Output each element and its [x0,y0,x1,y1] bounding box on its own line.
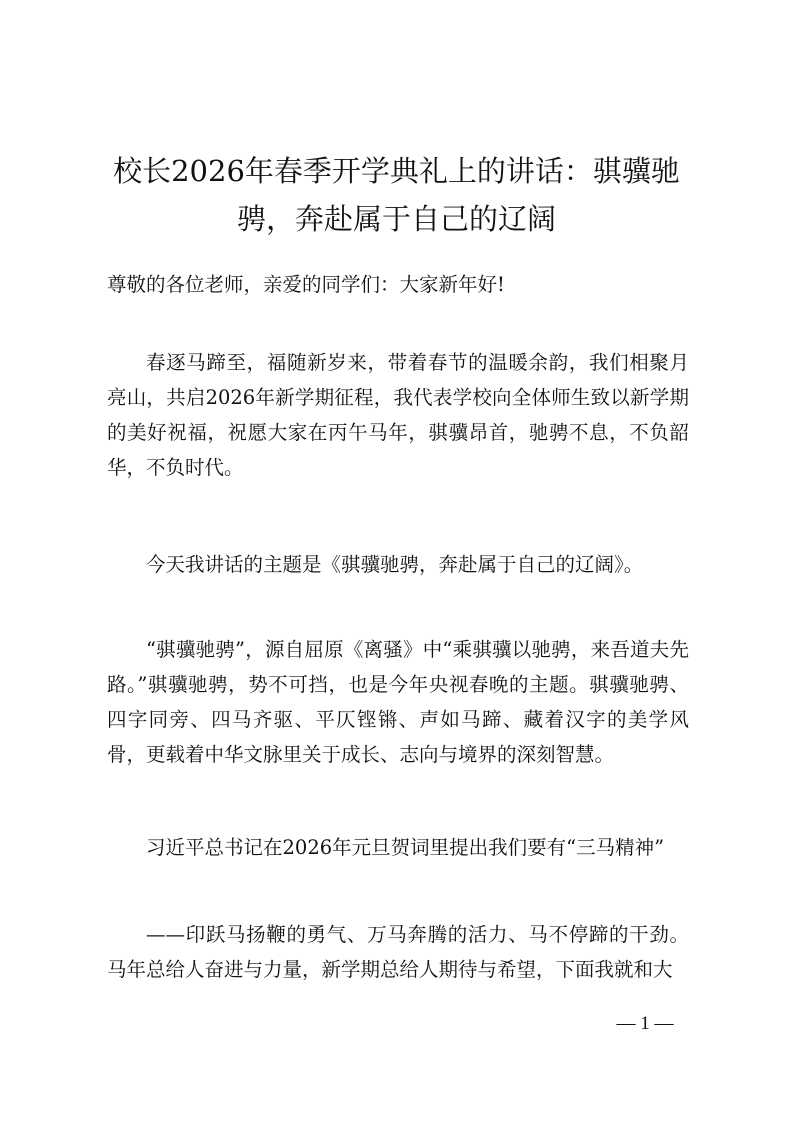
paragraph-2: 今天我讲话的主题是《骐骥驰骋，奔赴属于自己的辽阔》。 [146,553,644,576]
paragraph-1: 春逐马蹄至，福随新岁来，带着春节的温暖余韵，我们相聚月亮山，共启2026年新学期征程，我代表学校向全体师生致以新学期的美好祝福，祝愿大家在丙午马年，骐骥昂首，驰骋不息，不负韶华，不负时代。 [107,351,689,479]
page-number: — 1 — [616,1013,674,1034]
paragraph-4: 习近平总书记在2026年元旦贺词里提出我们要有“三马精神” [146,836,665,859]
title-line-1: 校长2026年春季开学典礼上的讲话：骐骥驰 [113,154,680,188]
document-title [100,147,693,243]
title-line-2: 骋，奔赴属于自己的辽阔 [236,202,556,236]
greeting-paragraph: 尊敬的各位老师，亲爱的同学们：大家新年好! [107,273,505,296]
paragraph-5: ——印跃马扬鞭的勇气、万马奔腾的活力、马不停蹄的干劲。马年总给人奋进与力量，新学期总给人期待与希望，下面我就和大 [107,923,689,981]
paragraph-3: “骐骥驰骋”，源自屈原《离骚》中“乘骐骥以驰骋，来吾道夫先路。”骐骥驰骋，势不可挡，也是今年央视春晚的主题。骐骥驰骋、四字同旁、四马齐驱、平仄铿锵、声如马蹄、藏着汉字的美学风骨，更载着中华文脉里关于成长、志向与境界的深刻智慧。 [107,638,689,766]
